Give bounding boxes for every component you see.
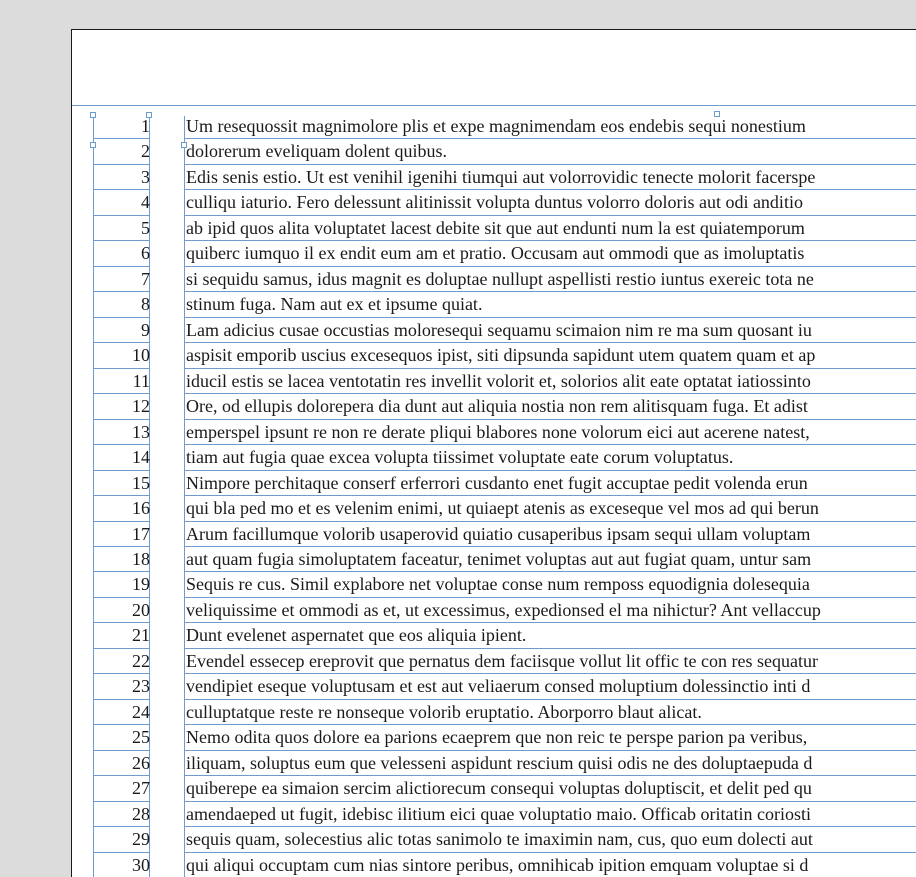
- text-line[interactable]: tiam aut fugia quae excea volupta tiissimet voluptate eate corum voluptatus.: [185, 445, 916, 470]
- text-line[interactable]: culliqu iaturio. Fero delessunt alitinissit volupta duntus volorro doloris aut odi anditio: [185, 190, 916, 215]
- text-frame-top-edge: [72, 105, 916, 106]
- line-number: 7: [94, 267, 150, 292]
- text-line[interactable]: Edis senis estio. Ut est venihil igenihi tiumqui aut volorrovidic tenecte molorit facerspe: [185, 165, 916, 190]
- line-number: 25: [94, 725, 150, 750]
- line-number: 11: [94, 369, 150, 394]
- line-number: 10: [94, 343, 150, 368]
- line-number: 12: [94, 394, 150, 419]
- line-number: 13: [94, 420, 150, 445]
- text-line[interactable]: Evendel essecep ereprovit que pernatus dem faciisque vollut lit offic te con res sequatur: [185, 649, 916, 674]
- text-line[interactable]: si sequidu samus, idus magnit es doluptae nullupt aspellisti restio iuntus exereic tota ne: [185, 267, 916, 292]
- line-number: 17: [94, 522, 150, 547]
- page-header-area: [72, 30, 916, 105]
- text-frame[interactable]: [185, 114, 916, 877]
- text-line[interactable]: quiberepe ea simaion sercim alictiorecum consequi voluptas doluptiscit, et delit ped qu: [185, 776, 916, 801]
- text-line[interactable]: aut quam fugia simoluptatem faceatur, tenimet voluptas aut aut fugiat quam, untur sam: [185, 547, 916, 572]
- line-number: 26: [94, 751, 150, 776]
- line-number: 3: [94, 165, 150, 190]
- line-number: 30: [94, 853, 150, 877]
- text-line[interactable]: Dunt evelenet aspernatet que eos aliquia ipient.: [185, 623, 916, 648]
- line-number: 6: [94, 241, 150, 266]
- text-line[interactable]: vendipiet eseque voluptusam et est aut veliaerum consed moluptium dolessinctio inti d: [185, 674, 916, 699]
- text-line[interactable]: Ore, od ellupis dolorepera dia dunt aut aliquia nostia non rem alitisquam fuga. Et adist: [185, 394, 916, 419]
- line-number: 14: [94, 445, 150, 470]
- line-number: 1: [94, 114, 150, 139]
- line-number: 19: [94, 572, 150, 597]
- text-line[interactable]: sequis quam, solecestius alic totas sanimolo te imaximin nam, cus, quo eum dolecti aut: [185, 827, 916, 852]
- text-line[interactable]: emperspel ipsunt re non re derate pliqui blabores none volorum eici aut acerene natest,: [185, 420, 916, 445]
- line-number: 22: [94, 649, 150, 674]
- document-page: [71, 29, 916, 877]
- line-number: 5: [94, 216, 150, 241]
- text-line[interactable]: qui aliqui occuptam cum nias sintore peribus, omnihicab ipition emquam voluptae si d: [185, 853, 916, 877]
- text-line[interactable]: amendaeped ut fugit, idebisc ilitium eici quae voluptatio maio. Officab oritatin coriosti: [185, 802, 916, 827]
- line-number: 4: [94, 190, 150, 215]
- line-number-column: [94, 114, 150, 877]
- text-line[interactable]: culluptatque reste re nonseque volorib eruptatio. Aborporro blaut alicat.: [185, 700, 916, 725]
- line-number: 23: [94, 674, 150, 699]
- line-number: 18: [94, 547, 150, 572]
- text-line[interactable]: quiberc iumquo il ex endit eum am et pratio. Occusam aut ommodi que as imoluptatis: [185, 241, 916, 266]
- text-line[interactable]: Um resequossit magnimolore plis et expe magnimendam eos endebis sequi nonestium: [185, 114, 916, 139]
- text-line[interactable]: Nemo odita quos dolore ea parions ecaeprem que non reic te perspe parion pa veribus,: [185, 725, 916, 750]
- text-line[interactable]: Lam adicius cusae occustias moloresequi sequamu scimaion nim re ma sum quosant iu: [185, 318, 916, 343]
- line-number: 15: [94, 471, 150, 496]
- text-line[interactable]: stinum fuga. Nam aut ex et ipsume quiat.: [185, 292, 916, 317]
- text-line[interactable]: Nimpore perchitaque conserf erferrori cusdanto enet fugit accuptae pedit volenda erun: [185, 471, 916, 496]
- text-line[interactable]: dolorerum eveliquam dolent quibus.: [185, 139, 916, 164]
- text-line[interactable]: Arum facillumque volorib usaperovid quiatio cusaperibus ipsam sequi ullam voluptam: [185, 522, 916, 547]
- text-line[interactable]: veliquissime et ommodi as et, ut excessimus, expedionsed el ma nihictur? Ant vellaccup: [185, 598, 916, 623]
- line-number: 24: [94, 700, 150, 725]
- text-line[interactable]: qui bla ped mo et es velenim enimi, ut quiaept atenis as exceseque vel mos ad qui berun: [185, 496, 916, 521]
- line-number: 9: [94, 318, 150, 343]
- text-line[interactable]: ab ipid quos alita voluptatet lacest debite sit que aut endunti num la est quiatemporum: [185, 216, 916, 241]
- line-number: 28: [94, 802, 150, 827]
- line-number: 27: [94, 776, 150, 801]
- line-number: 16: [94, 496, 150, 521]
- line-number: 29: [94, 827, 150, 852]
- text-line[interactable]: iducil estis se lacea ventotatin res invellit volorit et, solorios alit eate optatat iatiossinto: [185, 369, 916, 394]
- text-line[interactable]: iliquam, soluptus eum que velesseni aspidunt rescium quisi odis ne des doluptaepuda d: [185, 751, 916, 776]
- line-number: 20: [94, 598, 150, 623]
- line-number: 8: [94, 292, 150, 317]
- line-number: 21: [94, 623, 150, 648]
- line-number: 2: [94, 139, 150, 164]
- text-line[interactable]: Sequis re cus. Simil explabore net voluptae conse num remposs equodignia dolesequia: [185, 572, 916, 597]
- text-line[interactable]: aspisit emporib uscius excesequos ipist, siti dipsunda sapidunt utem quatem quam et ap: [185, 343, 916, 368]
